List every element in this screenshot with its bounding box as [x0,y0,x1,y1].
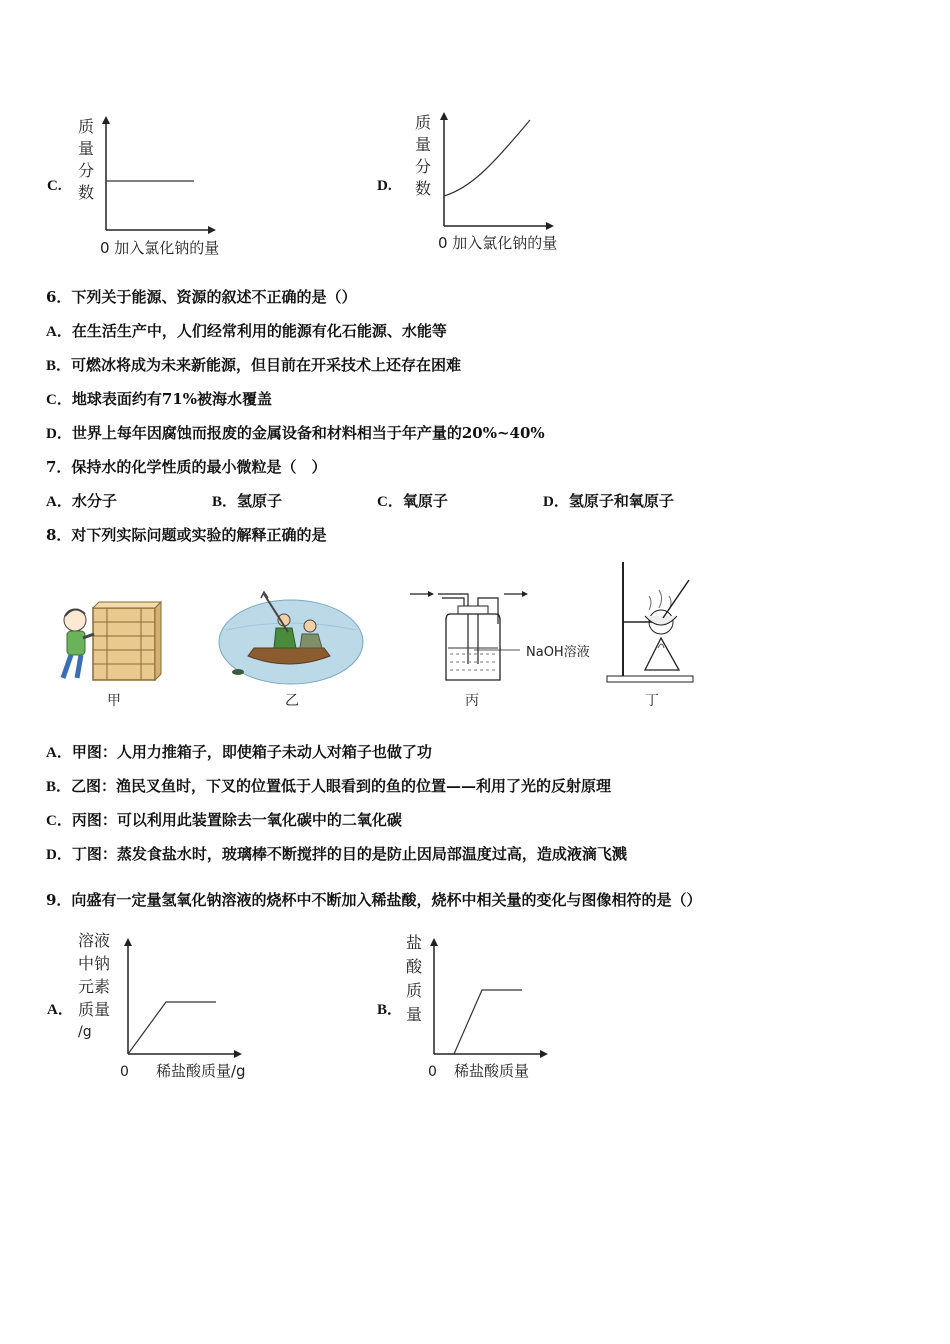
q6-option-b-letter: B． [46,358,72,374]
q8-option-d-text: 丁图：蒸发食盐水时，玻璃棒不断搅拌的目的是防止因局部温度过高，造成液滴飞溅 [71,845,627,863]
q9-graph-a-origin: 0 [120,1064,129,1080]
q6-option-b [46,354,461,375]
graph-d-ylabel-3: 分 [415,157,432,176]
q8-option-a-letter: A． [46,745,72,761]
graph-c-ylabel-3: 分 [78,161,95,180]
figure-bing-illustration [408,584,604,684]
q9-graph-a-ylabel-3: 元素 [78,977,111,996]
q8-option-c-letter: C． [46,813,72,829]
figure-bing-caption: 丙 [465,693,479,709]
q8-option-b-text: 乙图：渔民叉鱼时，下叉的位置低于人眼看到的鱼的位置——利用了光的反射原理 [71,777,612,795]
q9-graph-a-curve [128,1002,216,1054]
graph-d-ylabel-4: 数 [415,179,432,198]
q9-graph-b-ylabel-2: 酸 [406,957,423,976]
q7-option-d [543,490,674,511]
q9-graph-b-xlabel: 稀盐酸质量 [454,1062,530,1080]
q8-option-a [46,741,432,762]
q7-option-b [212,490,282,511]
q7-option-d-letter: D． [543,494,569,510]
q7-option-a-text: 水分子 [71,492,117,510]
figure-jia-illustration [55,600,165,690]
graph-c-ylabel-1: 质 [78,117,95,136]
q9-graph-b-ylabel-1: 盐 [406,933,423,952]
q6-option-a-letter: A． [46,324,72,340]
graph-d-curve [444,120,530,196]
q7-option-a [46,490,117,511]
q7-option-a-letter: A． [46,494,72,510]
q6-option-a [46,320,447,341]
graph-d-ylabel-2: 量 [415,135,432,154]
q6-stem: 6．下列关于能源、资源的叙述不正确的是（） [46,288,357,306]
figure-ding-illustration [605,558,700,686]
q8-stem: 8．对下列实际问题或实验的解释正确的是 [46,526,327,544]
q6-option-c-text: 地球表面约有71%被海水覆盖 [71,390,272,408]
graph-c-ylabel-4: 数 [78,183,95,202]
q9-graph-b-origin: 0 [428,1064,437,1080]
q9-graph-a-ylabel-1: 溶液 [78,931,111,950]
q9-graph-a-ylabel-4: 质量 [78,1000,111,1019]
graph-c-xlabel: 0 加入氯化钠的量 [100,239,220,257]
q9-graph-a-xlabel: 稀盐酸质量/g [156,1062,246,1080]
q8-option-c-text: 丙图：可以利用此装置除去一氧化碳中的二氧化碳 [71,811,402,829]
q9-graph-b-x-arrow [540,1050,548,1058]
q9-graph-b [402,928,602,1088]
graph-c-y-arrow [102,116,110,124]
q6-option-d-text: 世界上每年因腐蚀而报废的金属设备和材料相当于年产量的20%~40% [71,424,545,442]
graph-d-ylabel-1: 质 [415,113,432,132]
figure-yi-illustration [218,590,364,686]
q9-graph-a-ylabel-5: /g [78,1024,92,1040]
q9-graph-b-curve [454,990,522,1054]
q7-option-b-letter: B． [212,494,238,510]
naoh-label: NaOH溶液 [526,645,590,660]
q8-option-b-letter: B． [46,779,72,795]
graph-c [70,110,270,260]
q9-graph-a-y-arrow [124,938,132,946]
q7-option-c-text: 氧原子 [402,492,448,510]
q9-graph-a-letter: A． [47,1002,73,1018]
q9-graph-a-x-arrow [234,1050,242,1058]
figure-jia-caption: 甲 [107,693,121,709]
q9-stem: 9．向盛有一定量氢氧化钠溶液的烧杯中不断加入稀盐酸，烧杯中相关量的变化与图像相符的是（） [46,891,702,909]
q9-graph-b-ylabel-4: 量 [406,1005,423,1024]
q6-option-c [46,388,272,409]
q6-option-d-letter: D． [46,426,72,442]
q6-option-c-letter: C． [46,392,72,408]
graph-d-xlabel: 0 加入氯化钠的量 [438,234,558,252]
figure-ding-caption: 丁 [645,693,659,709]
q6-option-d [46,422,545,443]
q6-option-a-text: 在生活生产中，人们经常利用的能源有化石能源、水能等 [71,322,447,340]
q8-option-b [46,775,611,796]
figure-yi-caption: 乙 [285,693,299,709]
q8-option-c [46,809,402,830]
q9-graph-b-y-arrow [430,938,438,946]
q8-option-d-letter: D． [46,847,72,863]
q7-option-d-text: 氢原子和氧原子 [568,492,674,510]
graph-d [410,108,610,258]
q8-option-d [46,843,627,864]
q9-graph-b-letter: B． [377,1002,403,1018]
option-c-letter: C. [47,178,62,194]
q9-graph-a [74,928,274,1088]
graph-c-x-arrow [208,226,216,234]
graph-d-y-arrow [440,112,448,120]
q6-option-b-text: 可燃冰将成为未来新能源，但目前在开采技术上还存在困难 [71,356,462,374]
graph-c-ylabel-2: 量 [78,139,95,158]
q9-graph-b-ylabel-3: 质 [406,981,423,1000]
q7-option-c-letter: C． [377,494,403,510]
option-d-letter: D. [377,178,392,194]
q8-option-a-text: 甲图：人用力推箱子，即使箱子未动人对箱子也做了功 [71,743,432,761]
q7-option-c [377,490,448,511]
graph-d-x-arrow [546,222,554,230]
q9-graph-a-ylabel-2: 中钠 [78,954,111,973]
q7-stem: 7．保持水的化学性质的最小微粒是（ ） [46,458,327,476]
q7-option-b-text: 氢原子 [237,492,283,510]
